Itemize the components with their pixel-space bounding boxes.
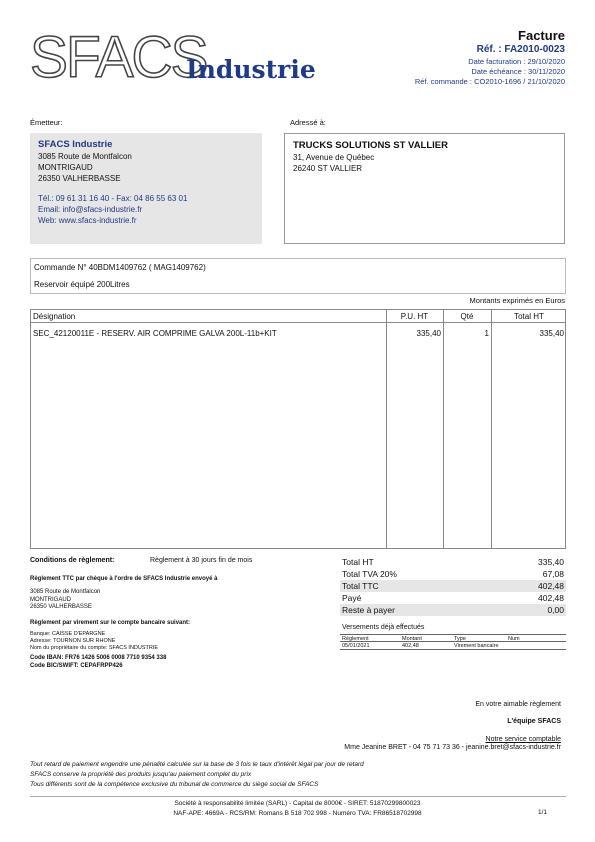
- recipient-label: Adressé à:: [290, 118, 326, 127]
- bic: Code BIC/SWIFT: CEPAFRPP426: [30, 663, 123, 669]
- logo-brand-text: SFACS: [30, 25, 207, 90]
- payments-header: Num: [508, 636, 520, 642]
- cheque-title: Règlement TTC par chèque à l'ordre de SFACS Industrie envoyé à: [30, 576, 218, 582]
- cheque-address-line: 3085 Route de Montfalcon: [30, 589, 101, 595]
- payments-header: Type: [454, 636, 466, 642]
- payments-header-row: [340, 634, 566, 642]
- emitter-phone: Tél.: 09 61 31 16 40 - Fax: 04 86 55 63 01: [38, 194, 188, 203]
- cheque-address-line: 26350 VALHERBASSE: [30, 604, 92, 610]
- recipient-address-line: 31, Avenue de Québec: [293, 153, 375, 162]
- legal-note: SFACS conserve la propriété des produits jusqu'au paiement complet du prix: [30, 771, 252, 778]
- payments-header: Règlement: [342, 636, 369, 642]
- total-ttc-row: [340, 580, 566, 592]
- bank-owner: Nom du propriétaire du compte: SFACS INDUSTRIE: [30, 645, 159, 651]
- team-signature: L'équipe SFACS: [507, 718, 561, 725]
- cheque-address: [30, 589, 100, 612]
- bank-details: [30, 631, 158, 652]
- payments-table: [340, 634, 566, 650]
- conditions-value: Règlement à 30 jours fin de mois: [150, 557, 253, 564]
- cheque-address-line: MONTRIGAUD: [30, 596, 71, 603]
- row-designation: SEC_42120011E - RESERV. AIR COMPRIME GALVA 200L-11b+KIT: [33, 329, 277, 338]
- payments-header: Montant: [402, 636, 422, 642]
- date-facturation: Date facturation : 29/10/2020: [468, 57, 565, 66]
- emitter-label: Émetteur:: [30, 118, 63, 127]
- footer-company-line1: Société à responsabilité limitée (SARL) - Capital de 8000€ - SIRET: 51870299800023: [174, 800, 421, 807]
- payment-type: Virement bancaire: [454, 643, 499, 649]
- order-box: [30, 258, 566, 294]
- order-number: Commande N° 40BDM1409762 ( MAG1409762): [34, 263, 206, 272]
- legal-notes: [30, 760, 364, 790]
- row-qty: 1: [484, 329, 489, 338]
- items-table: [30, 309, 566, 549]
- recipient-box: [284, 133, 565, 244]
- remaining-row: [340, 604, 566, 616]
- total-label: Reste à payer: [342, 605, 395, 615]
- payment-date: 05/01/2021: [342, 643, 370, 649]
- totals-block: [340, 556, 566, 616]
- payments-title: Versements déjà effectués: [342, 624, 425, 631]
- total-value: 0,00: [547, 605, 564, 615]
- legal-note: Tous différents sont de la compétence exclusive du tribunal de commerce du siège social de SFACS: [30, 781, 319, 788]
- total-value: 402,48: [538, 593, 564, 603]
- footer-company-line2: NAF-APE: 4669A - RCS/RM: Romans B 518 702 998 - Numéro TVA: FR86518702998: [173, 810, 422, 817]
- page-number: 1/1: [537, 809, 547, 816]
- payments-row: [340, 642, 566, 650]
- recipient-address-line: 26240 ST VALLIER: [293, 164, 363, 173]
- emitter-web[interactable]: Web: www.sfacs-industrie.fr: [38, 216, 137, 225]
- total-value: 335,40: [538, 557, 564, 567]
- iban: Code IBAN: FR76 1426 5006 0008 7710 9354 338: [30, 655, 167, 661]
- total-label: Total TVA 20%: [342, 569, 397, 579]
- total-tva-row: [340, 568, 566, 580]
- header-designation: Désignation: [33, 312, 76, 321]
- invoice-ref: Réf. : FA2010-0023: [476, 44, 565, 55]
- company-logo: [30, 25, 316, 90]
- total-ht-row: [340, 556, 566, 568]
- row-total: 335,40: [539, 329, 564, 338]
- payment-conditions: [30, 557, 114, 564]
- recipient-name: TRUCKS SOLUTIONS ST VALLIER: [293, 140, 448, 151]
- order-description: Reservoir équipé 200Litres: [34, 280, 130, 289]
- footer-divider: [30, 796, 566, 797]
- accounting-contact: Mme Jeanine BRET - 04 75 71 73 36 - jeanine.bret@sfacs-industrie.fr: [344, 744, 561, 751]
- total-value: 67,08: [542, 569, 564, 579]
- currency-note: Montants exprimés en Euros: [469, 296, 565, 305]
- emitter-address-line: MONTRIGAUD: [38, 163, 93, 172]
- paid-row: [340, 592, 566, 604]
- emitter-address-line: 3085 Route de Montfalcon: [38, 152, 132, 161]
- total-value: 402,48: [538, 581, 564, 591]
- emitter-email[interactable]: Email: info@sfacs-industrie.fr: [38, 205, 143, 214]
- total-label: Total HT: [342, 557, 374, 567]
- row-pu: 335,40: [416, 329, 441, 338]
- invoice-title: Facture: [518, 28, 565, 43]
- total-label: Total TTC: [342, 581, 379, 591]
- legal-note: Tout retard de paiement engendre une pénalité calculée sur la base de 3 fois le taux d'intérêt légal par jour de retard: [30, 761, 364, 768]
- emitter-box: [30, 133, 262, 244]
- emitter-address-line: 26350 VALHERBASSE: [38, 174, 121, 183]
- greeting: En votre aimable règlement: [475, 701, 561, 708]
- ref-commande: Réf. commande : CO2010-1696 / 21/10/2020: [414, 77, 565, 86]
- header-pu: P.U. HT: [400, 312, 429, 321]
- invoice-header: [415, 28, 565, 87]
- column-divider: [491, 310, 492, 548]
- column-divider: [386, 310, 387, 548]
- emitter-name: SFACS Industrie: [38, 139, 113, 150]
- column-divider: [443, 310, 444, 548]
- payment-amount: 402,48: [402, 643, 419, 649]
- accounting-service: Notre service comptable: [485, 736, 561, 743]
- header-total: Total HT: [514, 312, 544, 321]
- header-qty: Qté: [460, 312, 474, 321]
- bank-name: Banque: CAISSE D'EPARGNE: [30, 631, 106, 637]
- logo-suffix-text: Industrie: [186, 55, 316, 84]
- date-echeance: Date échéance : 30/11/2020: [471, 67, 565, 76]
- total-label: Payé: [342, 593, 362, 603]
- bank-address: Adresse: TOURNON SUR RHONE: [30, 638, 116, 644]
- conditions-label: Conditions de règlement:: [30, 557, 115, 564]
- virement-title: Règlement par virement sur le compte bancaire suivant:: [30, 620, 191, 626]
